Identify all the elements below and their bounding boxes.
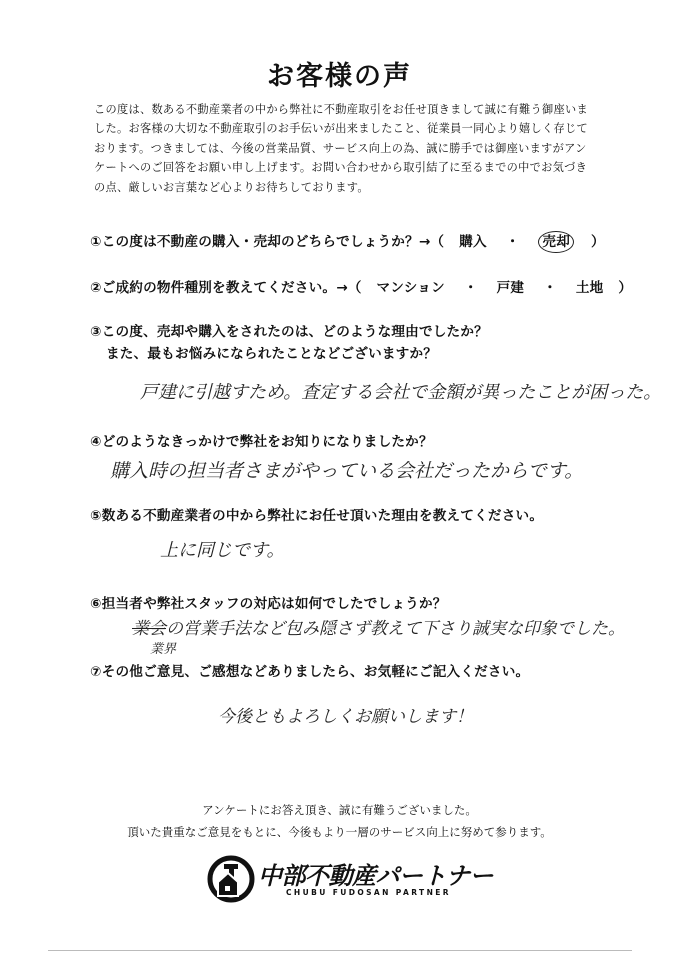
answer-5: 上に同じです。 [160, 540, 285, 561]
bottom-divider [48, 950, 632, 951]
company-name-romaji: CHUBU FUDOSAN PARTNER [286, 888, 451, 897]
answer-6-correction: 業界 [150, 642, 177, 657]
intro-line: おります。つきましては、今後の営業品質、サービス向上の為、誠に勝手では御座いますがアン [94, 141, 587, 155]
house-emblem-icon [206, 852, 256, 906]
option-purchase[interactable]: 購入 [459, 234, 487, 250]
question-3-line-2: また、最もお悩みになられたことなどございますか？ [106, 346, 438, 362]
question-2 [90, 276, 632, 296]
option-house[interactable]: 戸建 [496, 280, 525, 296]
question-1-text: ①この度は不動産の購入・売却のどちらでしょうか？→（ [90, 234, 445, 250]
question-1-close: ） [590, 234, 605, 250]
footer-thanks: アンケートにお答え頂き、誠に有難うございました。 [202, 803, 477, 817]
answer-6 [132, 614, 625, 639]
question-7: ⑦その他ご意見、ご感想などありましたら、お気軽にご記入ください。 [90, 664, 530, 680]
question-1 [90, 230, 605, 250]
option-separator: ・ [543, 280, 557, 296]
question-2-text: ②ご成約の物件種別を教えてください。→（ [90, 280, 362, 296]
intro-paragraph [94, 100, 594, 197]
intro-line: この度は、数ある不動産業者の中から弊社に不動産取引をお任せ頂きまして誠に有難う御座いま [94, 103, 588, 116]
company-name: 中部不動産パートナー [258, 862, 493, 890]
answer-6-text: の営業手法など包み隠さず教えて下さり誠実な印象でした。 [166, 619, 625, 639]
question-4: ④どのようなきっかけで弊社をお知りになりましたか？ [90, 434, 433, 450]
option-mansion[interactable]: マンション [376, 280, 445, 296]
intro-line: の点、厳しいお言葉など心よりお待ちしております。 [94, 180, 369, 194]
option-sale-circled[interactable]: 売却 [538, 231, 574, 253]
answer-6-struck-word: 業会 [132, 619, 166, 639]
company-logo [206, 852, 506, 912]
question-3-line-1: ③この度、売却や購入をされたのは、どのような理由でしたか？ [90, 324, 488, 340]
page-title: お客様の声 [267, 61, 412, 92]
question-2-close: ） [618, 280, 633, 296]
answer-3: 戸建に引越すため。査定する会社で金額が異ったことが困った。 [140, 382, 662, 403]
option-land[interactable]: 土地 [575, 280, 604, 296]
question-6: ⑥担当者や弊社スタッフの対応は如何でしたでしょうか？ [90, 596, 447, 612]
intro-line: ケートへのご回答をお願い申し上げます。お問い合わせから取引結了に至るまでの中でお気づき [94, 161, 588, 175]
option-separator: ・ [505, 234, 520, 250]
answer-4: 購入時の担当者さまがやっている会社だったからです。 [110, 460, 584, 482]
footer-promise: 頂いた貴重なご意見をもとに、今後もより一層のサービス向上に努めて参ります。 [127, 825, 552, 839]
question-5: ⑤数ある不動産業者の中から弊社にお任せ頂いた理由を教えてください。 [90, 508, 544, 524]
answer-7: 今後ともよろしくお願いします！ [218, 707, 473, 727]
intro-line: した。お客様の大切な不動産取引のお手伝いが出来ましたこと、従業員一同心より嬉しく存じて [94, 122, 588, 136]
option-separator: ・ [463, 280, 478, 296]
